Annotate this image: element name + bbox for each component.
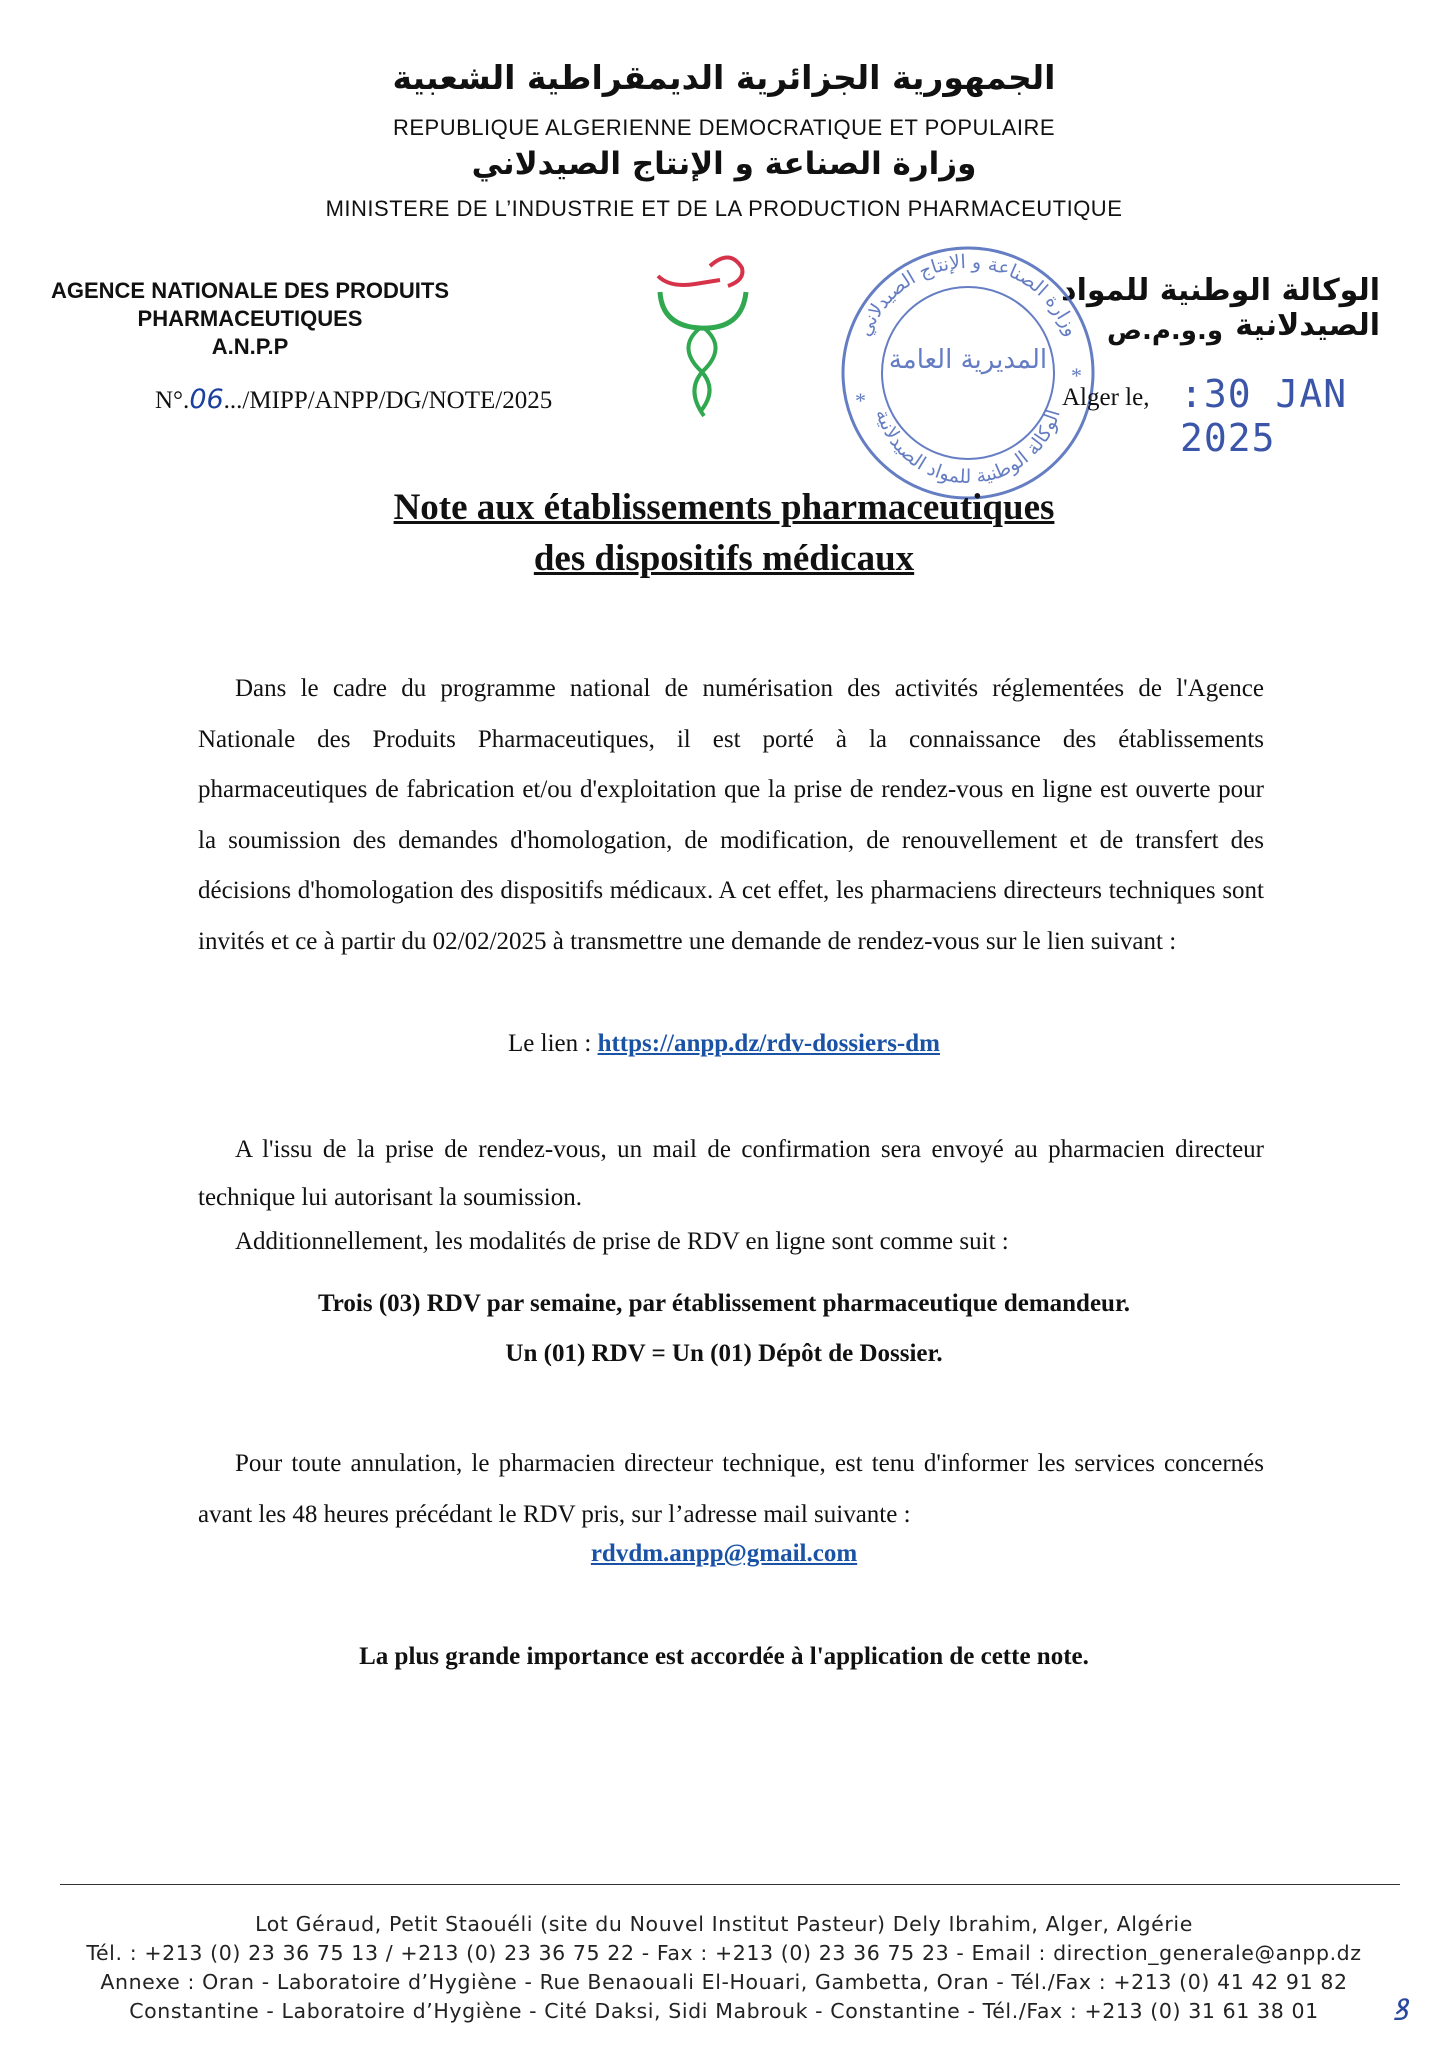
footer-divider bbox=[60, 1884, 1400, 1885]
reference-handwritten-number: 06 bbox=[189, 384, 224, 415]
closing-statement: La plus grande importance est accordée à l'application de cette note. bbox=[359, 1643, 1089, 1670]
rule-one-deposit: Un (01) RDV = Un (01) Dépôt de Dossier. bbox=[505, 1340, 943, 1367]
footer-contacts: Tél. : +213 (0) 23 36 75 13 / +213 (0) 23 36 75 22 - Fax : +213 (0) 23 36 75 23 - Email : direction_generale@anpp.dz bbox=[86, 1941, 1362, 1965]
date-stamp: :30 JAN 2025 bbox=[1180, 372, 1348, 460]
svg-text:الوكالة الوطنية للمواد الصيدلا bbox=[871, 407, 1065, 488]
note-title-line2: des dispositifs médicaux bbox=[533, 538, 915, 579]
appointment-link[interactable]: https://anpp.dz/rdv-dossiers-dm bbox=[597, 1030, 940, 1057]
svg-text:وزارة الصناعة و الإنتاج الصيدل bbox=[853, 251, 1082, 340]
agency-name-line1: AGENCE NATIONALE DES PRODUITS bbox=[50, 278, 450, 303]
agency-acronym-arabic: و.و.م.ص bbox=[1107, 316, 1223, 346]
ministry-name-arabic: وزارة الصناعة و الإنتاج الصيدلاني bbox=[471, 146, 977, 182]
reference-number bbox=[155, 384, 552, 415]
cancellation-paragraph: Pour toute annulation, le pharmacien directeur technique, est tenu d'informer les services concernés avant les 48 heures précédant le RDV pris, sur l’adresse mail suivante : bbox=[198, 1450, 1264, 1528]
stamp-ring-top-text: وزارة الصناعة و الإنتاج الصيدلاني bbox=[853, 250, 1083, 340]
stamp-ring-bottom-text: الوكالة الوطنية للمواد الصيدلانية bbox=[871, 406, 1065, 489]
rule-weekly-limit: Trois (03) RDV par semaine, par établissement pharmaceutique demandeur. bbox=[317, 1290, 1131, 1317]
footer-address: Lot Géraud, Petit Staouéli (site du Nouvel Institut Pasteur) Dely Ibrahim, Alger, Algérie bbox=[255, 1912, 1193, 1936]
reference-suffix: .../MIPP/ANPP/DG/NOTE/2025 bbox=[223, 387, 553, 414]
svg-text:*: * bbox=[855, 388, 866, 413]
stamp-center-text: المديرية العامة bbox=[888, 345, 1048, 375]
intro-paragraph: Dans le cadre du programme national de numérisation des activités réglementées de l'Agence Nationale des Produits Pharmaceutiques, il est porté à la connaissance des établissements pharmaceutiques de fabrication et/ou d'exploitation que la prise de rendez-vous en ligne est ouverte pour la soumission des demandes d'homologation, de modification, de renouvellement et de transfert des décisions d'homologation des dispositifs médicaux. A cet effet, les pharmaciens directeurs techniques sont invités et ce à partir du 02/02/2025 à transmettre une demande de rendez-vous sur le lien suivant : bbox=[198, 675, 1264, 955]
agency-acronym: A.N.P.P bbox=[211, 334, 289, 359]
republic-name-arabic: الجمهورية الجزائرية الديمقراطية الشعبية bbox=[392, 58, 1056, 97]
contact-email-link[interactable]: rdvdm.anpp@gmail.com bbox=[590, 1540, 858, 1567]
link-label: Le lien : bbox=[508, 1030, 598, 1057]
appointment-link-line bbox=[0, 1030, 1448, 1058]
email-line bbox=[0, 1540, 1448, 1568]
agency-name-line2: PHARMACEUTIQUES bbox=[137, 306, 363, 331]
handwritten-initials: ꝸ bbox=[1392, 1993, 1408, 2028]
place-label: Alger le, bbox=[1062, 384, 1150, 411]
modalities-intro: Additionnellement, les modalités de prise de RDV en ligne sont comme suit : bbox=[235, 1228, 1009, 1255]
agency-name-french bbox=[20, 277, 480, 361]
footer-annex-oran: Annexe : Oran - Laboratoire d’Hygiène - Rue Benaouali El-Houari, Gambetta, Oran - Tél./Fax : +213 (0) 41 42 91 82 bbox=[100, 1970, 1348, 1994]
reference-prefix: N°. bbox=[155, 387, 190, 414]
republic-name-french: REPUBLIQUE ALGERIENNE DEMOCRATIQUE ET POPULAIRE bbox=[392, 115, 1056, 140]
confirmation-paragraph: A l'issu de la prise de rendez-vous, un mail de confirmation sera envoyé au pharmacien directeur technique lui autorisant la soumission. bbox=[198, 1136, 1264, 1211]
ministry-name-french: MINISTERE DE L’INDUSTRIE ET DE LA PRODUCTION PHARMACEUTIQUE bbox=[325, 196, 1123, 221]
footer-annex-constantine: Constantine - Laboratoire d’Hygiène - Cité Daksi, Sidi Mabrouk - Constantine - Tél./Fax : +213 (0) 31 61 38 01 bbox=[129, 1999, 1319, 2023]
note-title-line1: Note aux établissements pharmaceutiques bbox=[393, 487, 1055, 528]
official-round-stamp-icon bbox=[833, 238, 1103, 513]
agency-name-arabic: الوكالة الوطنية للمواد الصيدلانية bbox=[1061, 273, 1380, 343]
anpp-caduceus-logo-icon bbox=[650, 246, 760, 431]
svg-text:*: * bbox=[1071, 363, 1082, 388]
